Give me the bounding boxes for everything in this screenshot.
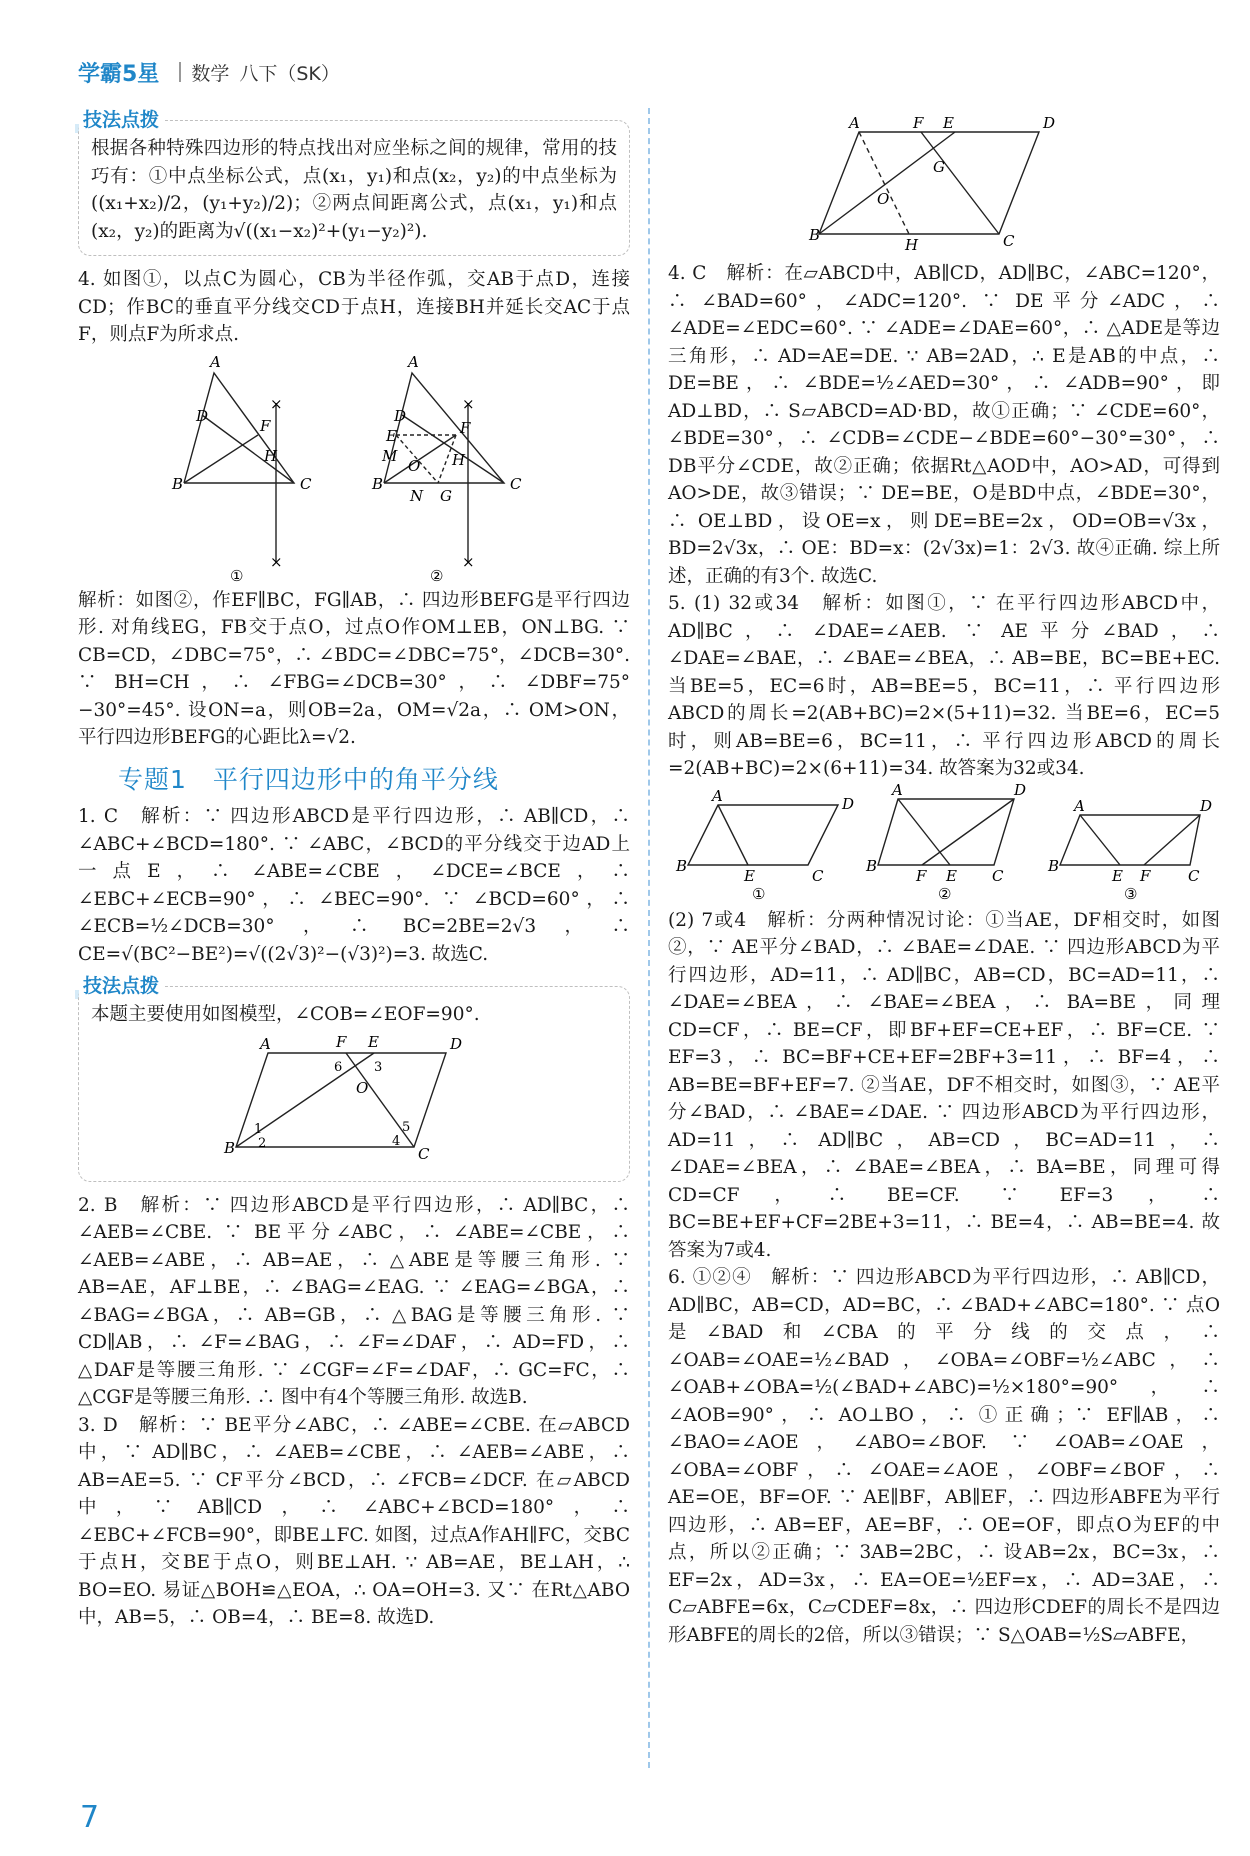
svg-text:D: D: [394, 406, 407, 425]
tip-box-1: [78, 109, 630, 256]
svg-text:D: D: [842, 794, 855, 813]
svg-text:C: C: [300, 474, 312, 493]
svg-text:3: 3: [374, 1059, 383, 1075]
figure-2-label: ②: [430, 566, 444, 585]
svg-text:H: H: [905, 236, 919, 254]
svg-text:C: C: [418, 1144, 430, 1163]
svg-text:C: C: [812, 866, 824, 885]
svg-text:×: ×: [462, 394, 475, 413]
svg-text:C: C: [510, 474, 522, 493]
svg-text:F: F: [260, 416, 271, 435]
brand-logo: 学霸5星: [78, 61, 160, 87]
svg-text:A: A: [408, 352, 419, 371]
svg-text:A: A: [849, 114, 860, 132]
figure-5b: [854, 780, 1034, 905]
svg-text:D: D: [1200, 796, 1213, 815]
svg-text:B: B: [1048, 856, 1060, 875]
svg-text:H: H: [264, 446, 278, 465]
svg-text:M: M: [382, 446, 398, 465]
solution-5-part1: 5. (1) 32或34 解析：如图①，∵ 在平行四边形ABCD中，AD∥BC，∴ ∠DAE=∠AEB. ∵ AE平分∠BAD，∴ ∠DAE=∠BAE，∴ ∠BAE=∠BEA，∴ AB=BE，BC=BE+EC. 当BE=5，EC=6时，AB=BE=5，BC=11，∴ 平行四边形ABCD的周长=2(AB+BC)=2×(5+11)=32. 当BE=6，EC=5时，则AB=BE=6，BC=11，∴ 平行四边形ABCD的周长=2(AB+BC)=2×(6+11)=34. 故答案为32或34.: [668, 593, 1220, 779]
page-number: 7: [80, 1800, 100, 1835]
svg-text:C: C: [1188, 866, 1200, 885]
header-subject: 数学: [191, 62, 230, 85]
right-column: [668, 108, 1220, 1649]
svg-text:E: E: [1112, 866, 1123, 885]
tip-text: 根据各种特殊四边形的特点找出对应坐标之间的规律，常用的技巧有：①中点坐标公式，点(x₁，y₁)和点(x₂，y₂)的中点坐标为((x₁+x₂)/2，(y₁+y₂)/2)；②两点间距离公式，点(x₁，y₁)和点(x₂，y₂)的距离为√((x₁−x₂)²+(y₁−y₂)²).: [91, 138, 617, 242]
svg-text:O: O: [408, 456, 421, 475]
model-figure: [224, 1032, 484, 1165]
svg-text:G: G: [933, 158, 945, 176]
svg-text:B: B: [676, 856, 688, 875]
figure-pair: [78, 353, 630, 583]
figure-5a-label: ①: [752, 884, 766, 903]
svg-text:E: E: [386, 426, 397, 445]
svg-text:×: ×: [462, 552, 475, 571]
svg-text:A: A: [210, 352, 221, 371]
figure-5c-label: ③: [1124, 884, 1138, 903]
svg-text:O: O: [356, 1078, 369, 1097]
figure-1-label: ①: [230, 566, 244, 585]
svg-text:×: ×: [270, 552, 283, 571]
svg-text:B: B: [866, 856, 878, 875]
svg-text:D: D: [196, 406, 209, 425]
section-title: 专题1 平行四边形中的角平分线: [118, 764, 499, 794]
svg-text:E: E: [943, 114, 954, 132]
header-divider: [179, 62, 181, 82]
column-divider: [648, 108, 650, 1768]
tip-label: 技法点拨: [79, 973, 165, 1001]
svg-text:D: D: [1014, 780, 1027, 799]
solution-5-part2: (2) 7或4 解析：分两种情况讨论：①当AE，DF相交时，如图②，∵ AE平分∠BAD，∴ ∠BAE=∠DAE. ∵ 四边形ABCD为平行四边形，AD=11，∴ AD∥BC，AB=CD，BC=AD=11，∴ ∠DAE=∠BEA，∴ ∠BAE=∠BEA，∴ BA=BE，同理CD=CF，∴ BE=CF，即BF+EF=CE+EF，∴ BF=CE. ∵ EF=3，∴ BC=BF+CE+EF=2BF+3=11，∴ BF=4，∴ AB=BE=BF+EF=7. ②当AE，DF不相交时，如图③，∵ AE平分∠BAD，∴ ∠BAE=∠DAE. ∵ 四边形ABCD为平行四边形，AD=11，∴ AD∥BC，AB=CD，BC=AD=11，∴ ∠DAE=∠BEA，∴ ∠BAE=∠BEA，∴ BA=BE，同理可得CD=CF，∴ BE=CF. ∵ EF=3，∴ BC=BE+EF+CF=2BE+3=11，∴ BE=4，∴ AB=BE=4. 故答案为7或4.: [668, 909, 1220, 1261]
svg-text:B: B: [372, 474, 384, 493]
svg-text:6: 6: [334, 1059, 343, 1075]
figure-row-5: [668, 780, 1220, 905]
solution-4: 4. C 解析：在▱ABCD中，AB∥CD，AD∥BC，∠ABC=120°，∴ ∠BAD=60°，∠ADC=120°. ∵ DE平分∠ADC，∴ ∠ADE=∠EDC=60°. ∵ ∠ADE=∠DAE=60°，∴ △ADE是等边三角形，∴ AD=AE=DE. ∵ AB=2AD，∴ E是AB的中点，∴ DE=BE，∴ ∠BDE=½∠AED=30°，∴ ∠ADB=90°，即AD⊥BD，∴ S▱ABCD=AD·BD，故①正确；∵ ∠CDE=60°，∠BDE=30°，∴ ∠CDB=∠CDE−∠BDE=60°−30°=30°，∴ DB平分∠CDE，故②正确；依据Rt△AOD中，AO>AD，可得到AO>DE，故③错误；∵ DE=BE，O是BD中点，∠BDE=30°，∴ OE⊥BD，设OE=x，则DE=BE=2x，OD=OB=√3x，BD=2√3x，∴ OE：BD=x：(2√3x)=1：2√3. 故④正确. 综上所述，正确的有3个. 故选C.: [668, 263, 1220, 587]
svg-text:A: A: [892, 780, 903, 799]
figure-q4: [809, 114, 1079, 254]
tip-box-2: [78, 975, 630, 1182]
figure-1: [164, 353, 344, 583]
svg-text:C: C: [992, 866, 1004, 885]
figure-5a: [668, 785, 855, 905]
svg-text:2: 2: [258, 1135, 267, 1151]
solution-6: 6. ①②④ 解析：∵ 四边形ABCD为平行四边形，∴ AB∥CD，AD∥BC，AB=CD，AD=BC，∴ ∠BAD+∠ABC=180°. ∵ 点O是∠BAD和∠CBA的平分线的交点，∴ ∠OAB=∠OAE=½∠BAD，∠OBA=∠OBF=½∠ABC，∴ ∠OAB+∠OBA=½(∠BAD+∠ABC)=½×180°=90°，∴ ∠AOB=90°，∴ AO⊥BO，∴ ①正确；∵ EF∥AB，∴ ∠BAO=∠AOE，∠ABO=∠BOF. ∵ ∠OAB=∠OAE，∠OBA=∠OBF，∴ ∠OAE=∠AOE，∠OBF=∠BOF，∴ AE=OE，BF=OF. ∵ AE∥BF，AB∥EF，∴ 四边形ABFE为平行四边形，∴ AB=EF，AE=BF，∴ OE=OF，即点O为EF的中点，所以②正确；∵ 3AB=2BC，∴ 设AB=2x，BC=3x，∴ EF=2x，AD=3x，∴ EA=OE=½EF=x，∴ AD=3AE，∴ C▱ABFE=6x，C▱CDEF=8x，∴ 四边形CDEF的周长不是四边形ABFE的周长的2倍，所以③错误；∵ S△OAB=½S▱ABFE，: [668, 1267, 1220, 1646]
svg-text:O: O: [877, 190, 890, 208]
svg-text:F: F: [913, 114, 924, 132]
solution-1: 1. C 解析：∵ 四边形ABCD是平行四边形，∴ AB∥CD，∴ ∠ABC+∠BCD=180°. ∵ ∠ABC，∠BCD的平分线交于边AD上一点E，∴ ∠ABE=∠CBE，∠DCE=∠BCE，∴ ∠EBC+∠ECB=90°，∴ ∠BEC=90°. ∵ ∠BCD=60°，∴ ∠ECB=½∠DCB=30°，∴ BC=2BE=2√3，∴ CE=√(BC²−BE²)=√((2√3)²−(√3)²)=3. 故选C.: [78, 806, 630, 965]
svg-text:4: 4: [392, 1133, 401, 1149]
page-header: [78, 52, 340, 92]
question-4: 4. 如图①，以点C为圆心，CB为半径作弧，交AB于点D，连接CD；作BC的垂直平分线交CD于点H，连接BH并延长交AC于点F，则点F为所求点.: [78, 269, 630, 345]
svg-text:B: B: [809, 226, 821, 244]
svg-text:E: E: [368, 1032, 379, 1051]
svg-text:F: F: [336, 1032, 347, 1051]
svg-text:G: G: [440, 486, 452, 505]
svg-text:1: 1: [254, 1121, 263, 1137]
question-4-analysis: 解析：如图②，作EF∥BC，FG∥AB，∴ 四边形BEFG是平行四边形. 对角线EG，FB交于点O，过点O作OM⊥EB，ON⊥BG. ∵ CB=CD，∠DBC=75°，∴ ∠BDC=∠DBC=75°，∠DCB=30°. ∵ BH=CH，∴ ∠FBG=∠DCB=30°，∴ ∠DBF=75°−30°=45°. 设ON=a，则OB=2a，OM=√2a，∴ OM>ON，平行四边形BEFG的心距比λ=√2.: [78, 589, 630, 748]
svg-text:F: F: [916, 866, 927, 885]
svg-text:F: F: [1140, 866, 1151, 885]
tip-text: 本题主要使用如图模型，∠COB=∠EOF=90°.: [91, 1004, 480, 1025]
svg-text:H: H: [452, 450, 466, 469]
svg-text:A: A: [1074, 796, 1085, 815]
figure-2: [364, 353, 544, 583]
svg-text:A: A: [712, 786, 723, 805]
svg-text:B: B: [224, 1138, 236, 1157]
figure-5b-label: ②: [938, 884, 952, 903]
svg-text:D: D: [1043, 114, 1056, 132]
svg-text:×: ×: [270, 394, 283, 413]
svg-text:E: E: [946, 866, 957, 885]
solution-3: 3. D 解析：∵ BE平分∠ABC，∴ ∠ABE=∠CBE. 在▱ABCD中，∵ AD∥BC，∴ ∠AEB=∠CBE，∴ ∠AEB=∠ABE，∴ AB=AE=5. ∵ CF平分∠BCD，∴ ∠FCB=∠DCF. 在▱ABCD中，∵ AB∥CD，∴ ∠ABC+∠BCD=180°，∴ ∠EBC+∠FCB=90°，即BE⊥FC. 如图，过点A作AH∥FC，交BC于点H，交BE于点O，则BE⊥AH. ∵ AB=AE，BE⊥AH，∴ BO=EO. 易证△BOH≌△EOA，∴ OA=OH=3. 又∵ 在Rt△ABO中，AB=5，∴ OB=4，∴ BE=8. 故选D.: [78, 1414, 630, 1628]
svg-text:C: C: [1003, 232, 1015, 250]
svg-text:N: N: [410, 486, 424, 505]
header-grade: 八下（SK）: [239, 62, 340, 85]
tip-label: 技法点拨: [79, 107, 165, 135]
left-column: [78, 108, 630, 1632]
svg-text:5: 5: [402, 1119, 411, 1135]
svg-text:E: E: [744, 866, 755, 885]
svg-text:B: B: [172, 474, 184, 493]
figure-5c: [1040, 785, 1220, 905]
svg-text:D: D: [450, 1034, 463, 1053]
svg-text:F: F: [460, 418, 471, 437]
solution-2: 2. B 解析：∵ 四边形ABCD是平行四边形，∴ AD∥BC，∴ ∠AEB=∠CBE. ∵ BE平分∠ABC，∴ ∠ABE=∠CBE，∴ ∠AEB=∠ABE，∴ AB=AE，∴ △ABE是等腰三角形. ∵ AB=AE，AF⊥BE，∴ ∠BAG=∠EAG. ∵ ∠EAG=∠BGA，∴ ∠BAG=∠BGA，∴ AB=GB，∴ △BAG是等腰三角形. ∵ CD∥AB，∴ ∠F=∠BAG，∴ ∠F=∠DAF，∴ AD=FD，∴ △DAF是等腰三角形. ∵ ∠CGF=∠F=∠DAF，∴ GC=FC，∴ △CGF是等腰三角形. ∴ 图中有4个等腰三角形. 故选B.: [78, 1194, 630, 1408]
svg-text:A: A: [260, 1034, 271, 1053]
